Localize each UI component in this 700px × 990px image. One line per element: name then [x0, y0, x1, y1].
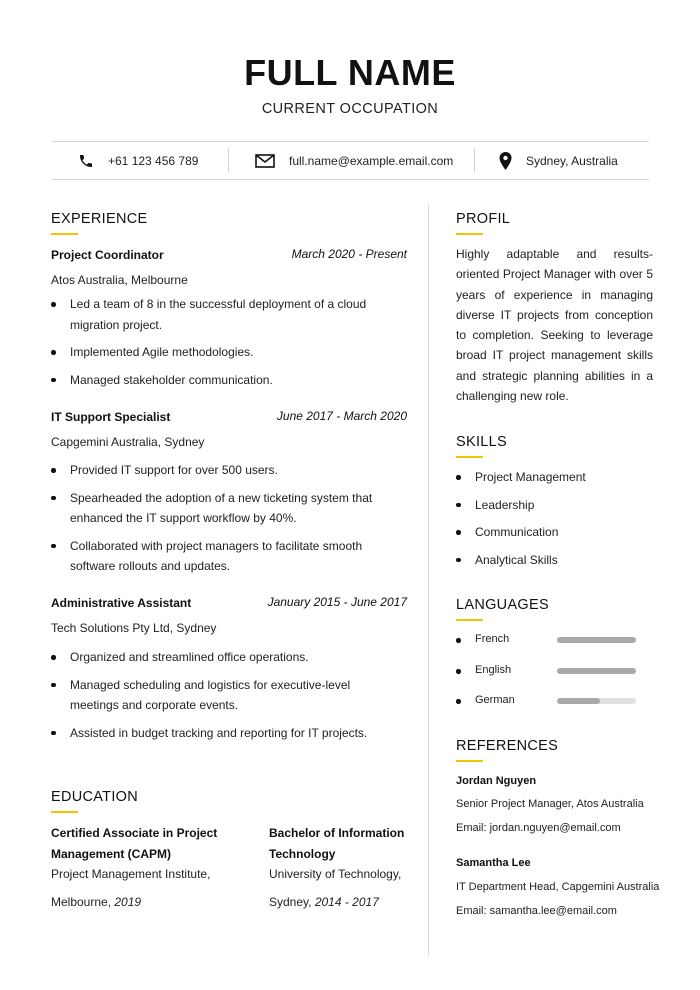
- list-item: Assisted in budget tracking and reporting for IT projects.: [51, 723, 391, 744]
- job-date: June 2017 - March 2020: [276, 409, 407, 423]
- list-item: Analytical Skills: [456, 550, 586, 578]
- language-level-fill: [557, 668, 636, 674]
- job-date: January 2015 - June 2017: [267, 595, 407, 609]
- contact-email: [255, 142, 453, 179]
- list-item: Managed stakeholder communication.: [51, 370, 391, 391]
- job-title: Administrative Assistant: [51, 596, 192, 610]
- list-item: Project Management: [456, 467, 586, 495]
- current-occupation: CURRENT OCCUPATION: [261, 101, 439, 117]
- bullet-dot: [456, 638, 461, 643]
- reference-role: Senior Project Manager, Atos Australia: [456, 798, 644, 810]
- education-place-year: [51, 892, 241, 913]
- list-item: Implemented Agile methodologies.: [51, 342, 391, 363]
- reference-role: IT Department Head, Capgemini Australia: [456, 881, 660, 893]
- list-item: Managed scheduling and logistics for executive-level meetings and corporate events.: [51, 675, 391, 716]
- job-title: Project Coordinator: [51, 248, 164, 262]
- column-divider: [428, 205, 429, 955]
- list-item: Organized and streamlined office operations.: [51, 647, 391, 668]
- language-level-fill: [557, 698, 600, 704]
- degree-name: Certified Associate in Project Management (CAPM): [51, 826, 218, 861]
- contact-divider: [474, 148, 475, 173]
- bullet-dot: [456, 669, 461, 674]
- degree-name: Bachelor of Information Technology: [269, 826, 405, 861]
- reference-name: Jordan Nguyen: [456, 775, 537, 787]
- skills-heading: SKILLS: [456, 434, 507, 450]
- reference-email[interactable]: Email: jordan.nguyen@email.com: [456, 822, 621, 834]
- contact-divider: [228, 148, 229, 173]
- bullet-dot: [456, 699, 461, 704]
- language-level-bar: [557, 637, 636, 643]
- list-item: Spearheaded the adoption of a new ticketing system that enhanced the IT support workflow by 40%.: [51, 488, 391, 529]
- language-name: German: [475, 694, 515, 706]
- education-place-year: [269, 892, 419, 913]
- references-heading: REFERENCES: [456, 738, 559, 754]
- job-bullets: [51, 294, 391, 397]
- language-level-bar: [557, 668, 636, 674]
- job-title: IT Support Specialist: [51, 410, 171, 424]
- full-name: FULL NAME: [244, 52, 456, 93]
- language-row: [456, 630, 646, 650]
- location-text: Sydney, Australia: [526, 153, 618, 168]
- education-item: [51, 823, 241, 912]
- language-name: French: [475, 633, 510, 645]
- language-row: [456, 661, 646, 681]
- education-year: 2019: [114, 894, 142, 909]
- contact-location: [499, 142, 618, 179]
- list-item: Led a team of 8 in the successful deployment of a cloud migration project.: [51, 294, 391, 335]
- education-city: Melbourne,: [51, 894, 115, 909]
- contact-phone: [78, 142, 198, 179]
- job-company: Atos Australia, Melbourne: [51, 273, 188, 287]
- location-pin-icon: [499, 152, 512, 170]
- profile-text: Highly adaptable and results-oriented Project Manager with over 5 years of experience in managing diverse IT projects from conception to completion. Seeking to leverage broad IT project management skills and strategic planning abilities in a challenging new role.: [456, 247, 653, 404]
- profile-heading: PROFIL: [456, 211, 511, 227]
- list-item: Communication: [456, 522, 586, 550]
- skills-list: [456, 467, 586, 577]
- education-year: 2014 - 2017: [314, 894, 379, 909]
- education-heading: EDUCATION: [51, 789, 139, 805]
- envelope-icon: [255, 154, 275, 168]
- phone-number[interactable]: +61 123 456 789: [108, 153, 199, 168]
- education-city: Sydney,: [269, 894, 315, 909]
- languages-heading: LANGUAGES: [456, 597, 549, 613]
- language-row: [456, 691, 646, 711]
- phone-icon: [78, 153, 94, 169]
- contact-bar: [52, 141, 649, 180]
- reference-email[interactable]: Email: samantha.lee@email.com: [456, 905, 617, 917]
- institution-name: Project Management Institute,: [51, 867, 211, 881]
- language-name: English: [475, 664, 512, 676]
- reference-name: Samantha Lee: [456, 857, 531, 869]
- education-item: [269, 823, 419, 912]
- job-company: Tech Solutions Pty Ltd, Sydney: [51, 621, 217, 635]
- job-bullets: [51, 460, 391, 584]
- email-address[interactable]: full.name@example.email.com: [289, 153, 454, 168]
- list-item: Collaborated with project managers to facilitate smooth software rollouts and updates.: [51, 536, 391, 577]
- institution-name: University of Technology,: [269, 867, 402, 881]
- list-item: Provided IT support for over 500 users.: [51, 460, 391, 481]
- language-level-bar: [557, 698, 636, 704]
- list-item: Leadership: [456, 495, 586, 523]
- job-bullets: [51, 647, 391, 750]
- job-company: Capgemini Australia, Sydney: [51, 435, 205, 449]
- language-level-fill: [557, 637, 636, 643]
- experience-heading: EXPERIENCE: [51, 211, 148, 227]
- job-date: March 2020 - Present: [291, 247, 407, 261]
